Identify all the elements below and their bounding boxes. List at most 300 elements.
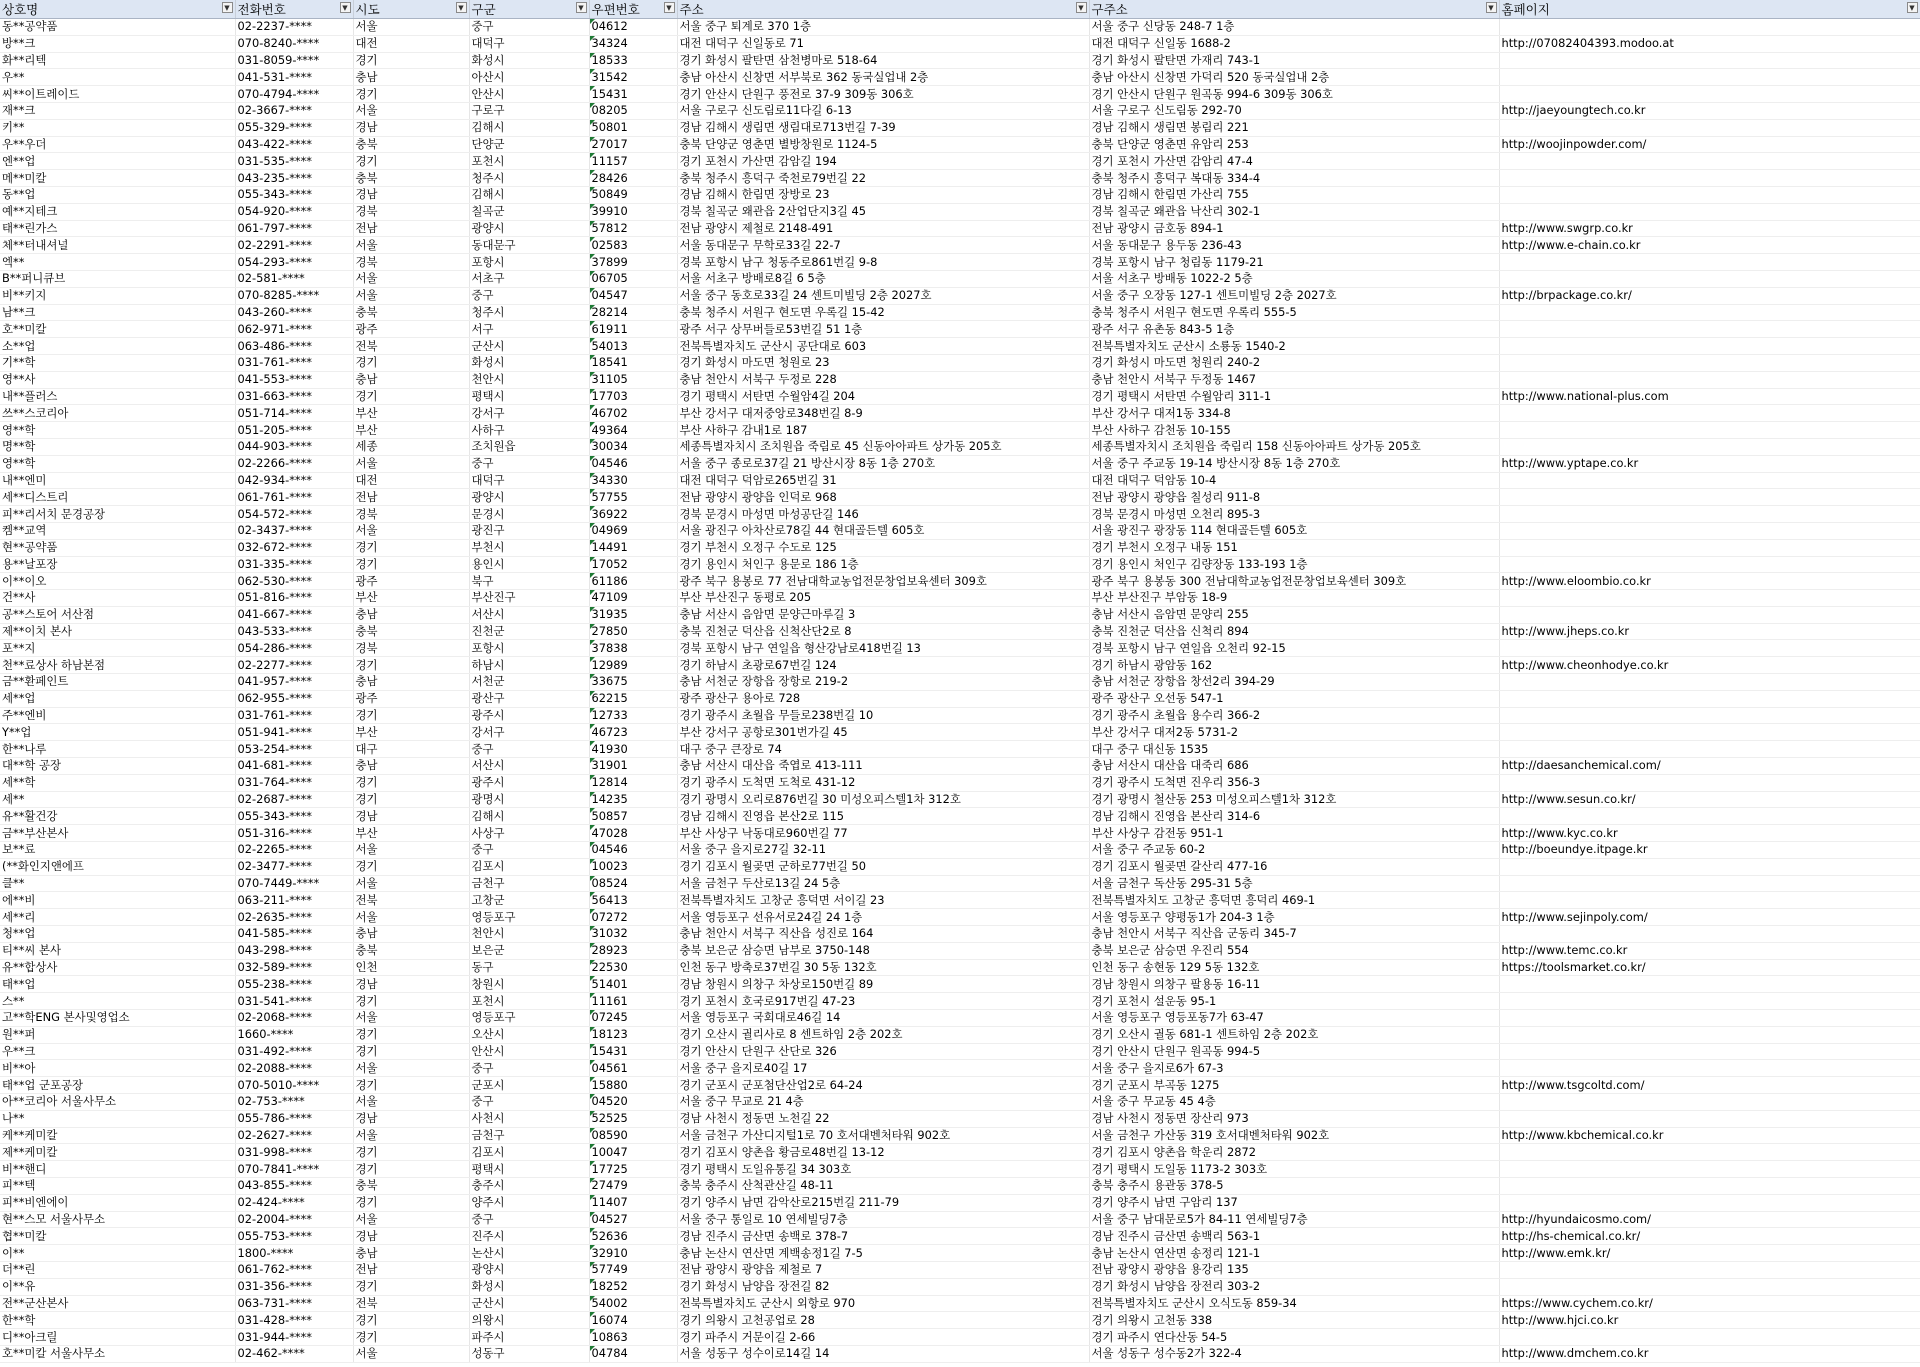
table-cell[interactable]: 광주 북구 용봉동 300 전남대학교농업전문창업보육센터 309호 (1089, 573, 1499, 590)
table-cell[interactable]: 경기 용인시 처인구 용문로 186 1층 (677, 556, 1089, 573)
table-cell[interactable]: 북구 (469, 573, 589, 590)
table-cell[interactable]: http://www.e-chain.co.kr (1499, 237, 1920, 254)
table-cell[interactable] (1499, 438, 1920, 455)
table-cell[interactable]: 논산시 (469, 1245, 589, 1262)
table-cell[interactable]: 경기 양주시 남면 감악산로215번길 211-79 (677, 1194, 1089, 1211)
table-cell[interactable]: 서울 (353, 455, 469, 472)
table-cell[interactable]: 02-424-**** (235, 1194, 353, 1211)
table-cell[interactable]: 경북 칠곡군 왜관읍 2산업단지3길 45 (677, 203, 1089, 220)
table-cell[interactable]: 충남 서천군 장항읍 장항로 219-2 (677, 674, 1089, 691)
table-cell[interactable]: 광양시 (469, 489, 589, 506)
table-cell[interactable]: 용**날포장 (0, 556, 235, 573)
table-cell[interactable]: 12814 (589, 774, 677, 791)
table-cell[interactable]: 평택시 (469, 388, 589, 405)
table-cell[interactable]: 금**부산본사 (0, 825, 235, 842)
table-cell[interactable] (1499, 590, 1920, 607)
table-cell[interactable] (1499, 1161, 1920, 1178)
table-cell[interactable]: 부산 강서구 공항로301번가길 45 (677, 724, 1089, 741)
table-cell[interactable] (1499, 976, 1920, 993)
table-cell[interactable]: 이** (0, 1245, 235, 1262)
table-cell[interactable]: 경북 포항시 남구 연일읍 형산강남로418번길 13 (677, 640, 1089, 657)
table-cell[interactable]: 10023 (589, 858, 677, 875)
table-cell[interactable]: 경기 (353, 774, 469, 791)
table-cell[interactable]: 031-428-**** (235, 1312, 353, 1329)
table-cell[interactable]: http://www.hjci.co.kr (1499, 1312, 1920, 1329)
table-cell[interactable]: 화성시 (469, 52, 589, 69)
table-cell[interactable]: 08590 (589, 1127, 677, 1144)
table-cell[interactable]: 의왕시 (469, 1312, 589, 1329)
table-cell[interactable]: 고창군 (469, 892, 589, 909)
table-cell[interactable]: 02-2237-**** (235, 19, 353, 36)
table-cell[interactable]: 전북특별자치도 군산시 소룡동 1540-2 (1089, 338, 1499, 355)
table-cell[interactable]: 경북 문경시 마성면 마성공단길 146 (677, 506, 1089, 523)
table-cell[interactable]: 051-816-**** (235, 590, 353, 607)
table-cell[interactable]: 우**우더 (0, 136, 235, 153)
column-header-0[interactable] (0, 0, 235, 19)
table-cell[interactable]: 경남 진주시 금산면 송백로 378-7 (677, 1228, 1089, 1245)
table-cell[interactable]: 경북 (353, 254, 469, 271)
table-cell[interactable]: 충남 (353, 926, 469, 943)
table-cell[interactable]: http://www.emk.kr/ (1499, 1245, 1920, 1262)
table-cell[interactable]: 서울 중구 을지로6가 67-3 (1089, 1060, 1499, 1077)
table-cell[interactable]: 서울 중구 동호로33길 24 센트미빌딩 2층 2027호 (677, 287, 1089, 304)
table-cell[interactable]: 34330 (589, 472, 677, 489)
table-cell[interactable]: 055-329-**** (235, 119, 353, 136)
table-cell[interactable]: 02-581-**** (235, 270, 353, 287)
table-cell[interactable]: 경기 (353, 1278, 469, 1295)
table-cell[interactable]: 아**코리아 서울사무소 (0, 1094, 235, 1111)
table-cell[interactable]: 제**이치 본사 (0, 623, 235, 640)
table-cell[interactable]: 28923 (589, 942, 677, 959)
table-cell[interactable]: 47109 (589, 590, 677, 607)
table-cell[interactable]: 피**비엔에이 (0, 1194, 235, 1211)
table-cell[interactable]: 영등포구 (469, 909, 589, 926)
table-cell[interactable]: 전남 광양시 광양읍 인덕로 968 (677, 489, 1089, 506)
table-cell[interactable]: 31032 (589, 926, 677, 943)
table-cell[interactable]: 동**업 (0, 186, 235, 203)
table-cell[interactable]: 중구 (469, 741, 589, 758)
table-cell[interactable]: 호**미칼 (0, 321, 235, 338)
table-cell[interactable]: 서울 중구 을지로27길 32-11 (677, 842, 1089, 859)
table-cell[interactable]: 경기 안산시 단원구 산단로 326 (677, 1043, 1089, 1060)
table-cell[interactable]: 문경시 (469, 506, 589, 523)
table-cell[interactable]: 경기 포천시 호국로917번길 47-23 (677, 993, 1089, 1010)
table-cell[interactable] (1499, 1261, 1920, 1278)
table-cell[interactable]: http://www.dmchem.co.kr (1499, 1345, 1920, 1362)
table-cell[interactable]: 043-298-**** (235, 942, 353, 959)
table-cell[interactable]: 화**리텍 (0, 52, 235, 69)
table-cell[interactable]: 경기 김포시 양촌읍 황금로48번길 13-12 (677, 1144, 1089, 1161)
table-cell[interactable]: 서울 금천구 가산디지털1로 70 호서대벤처타워 902호 (677, 1127, 1089, 1144)
column-header-1[interactable] (235, 0, 353, 19)
table-cell[interactable]: 한**나루 (0, 741, 235, 758)
table-cell[interactable]: 경남 (353, 186, 469, 203)
table-cell[interactable]: 부천시 (469, 539, 589, 556)
table-cell[interactable]: 충남 (353, 69, 469, 86)
table-cell[interactable]: 070-8240-**** (235, 35, 353, 52)
table-cell[interactable]: 031-998-**** (235, 1144, 353, 1161)
table-cell[interactable]: 서울 중구 남대문로5가 84-11 연세빌딩7층 (1089, 1211, 1499, 1228)
table-cell[interactable]: 경기 파주시 거문이길 2-66 (677, 1329, 1089, 1346)
table-cell[interactable]: 부산 사하구 감천동 10-155 (1089, 422, 1499, 439)
table-cell[interactable]: 화성시 (469, 1278, 589, 1295)
table-cell[interactable]: 충북 (353, 304, 469, 321)
table-cell[interactable]: 충남 천안시 서북구 직산읍 군동리 345-7 (1089, 926, 1499, 943)
table-cell[interactable]: 인천 동구 방축로37번길 30 5동 132호 (677, 959, 1089, 976)
table-cell[interactable]: 16074 (589, 1312, 677, 1329)
table-cell[interactable]: 안산시 (469, 86, 589, 103)
table-cell[interactable]: 조치원읍 (469, 438, 589, 455)
table-cell[interactable]: 충남 서산시 대산읍 죽엽로 413-111 (677, 758, 1089, 775)
table-cell[interactable]: 서울 (353, 875, 469, 892)
table-cell[interactable]: 김포시 (469, 858, 589, 875)
table-cell[interactable]: 고**학ENG 본사및영업소 (0, 1010, 235, 1027)
table-cell[interactable]: 서울 중구 퇴계로 370 1층 (677, 19, 1089, 36)
table-cell[interactable]: 경기 (353, 388, 469, 405)
table-cell[interactable] (1499, 1026, 1920, 1043)
table-cell[interactable]: 054-286-**** (235, 640, 353, 657)
table-cell[interactable] (1499, 892, 1920, 909)
table-cell[interactable]: http://www.swgrp.co.kr (1499, 220, 1920, 237)
table-cell[interactable]: 전남 광양시 광양읍 용강리 135 (1089, 1261, 1499, 1278)
table-cell[interactable]: 서울 중구 주교동 19-14 방산시장 8동 1층 270호 (1089, 455, 1499, 472)
table-cell[interactable]: http://www.jheps.co.kr (1499, 623, 1920, 640)
table-cell[interactable]: 충북 충주시 용관동 378-5 (1089, 1177, 1499, 1194)
table-cell[interactable]: 37838 (589, 640, 677, 657)
table-cell[interactable] (1499, 724, 1920, 741)
column-header-6[interactable] (1089, 0, 1499, 19)
table-cell[interactable]: 041-553-**** (235, 371, 353, 388)
table-cell[interactable]: 충북 단양군 영춘면 별방창원로 1124-5 (677, 136, 1089, 153)
table-cell[interactable]: 070-8285-**** (235, 287, 353, 304)
table-cell[interactable]: 중구 (469, 842, 589, 859)
table-cell[interactable]: 041-957-**** (235, 674, 353, 691)
table-cell[interactable]: 서울 (353, 909, 469, 926)
table-cell[interactable]: 경기 (353, 993, 469, 1010)
table-cell[interactable]: 경기 (353, 858, 469, 875)
table-cell[interactable]: 경기 (353, 1026, 469, 1043)
table-cell[interactable]: 진주시 (469, 1228, 589, 1245)
table-cell[interactable]: 서울 (353, 1345, 469, 1362)
table-cell[interactable]: 서울 (353, 1060, 469, 1077)
table-cell[interactable]: 054-293-**** (235, 254, 353, 271)
table-cell[interactable]: 서산시 (469, 758, 589, 775)
table-cell[interactable]: 광명시 (469, 791, 589, 808)
table-cell[interactable]: 제**케미칼 (0, 1144, 235, 1161)
table-cell[interactable]: 성동구 (469, 1345, 589, 1362)
table-cell[interactable]: 02-3437-**** (235, 522, 353, 539)
table-cell[interactable]: 부산진구 (469, 590, 589, 607)
table-cell[interactable]: 18252 (589, 1278, 677, 1295)
table-cell[interactable]: 서울 구로구 신도림로11다길 6-13 (677, 102, 1089, 119)
table-cell[interactable]: 경기 포천시 설운동 95-1 (1089, 993, 1499, 1010)
table-cell[interactable]: 043-235-**** (235, 170, 353, 187)
table-cell[interactable]: 서울 구로구 신도림동 292-70 (1089, 102, 1499, 119)
table-cell[interactable]: 광산구 (469, 690, 589, 707)
table-cell[interactable]: http://boeundye.itpage.kr (1499, 842, 1920, 859)
table-cell[interactable]: 051-205-**** (235, 422, 353, 439)
table-cell[interactable]: 충남 천안시 서북구 두정로 228 (677, 371, 1089, 388)
table-cell[interactable]: 043-260-**** (235, 304, 353, 321)
table-cell[interactable]: 경기 부천시 오정구 내동 151 (1089, 539, 1499, 556)
table-cell[interactable]: 충남 아산시 신창면 가덕리 520 동국실업내 2층 (1089, 69, 1499, 86)
table-cell[interactable]: 충남 (353, 674, 469, 691)
table-cell[interactable]: 광주 (353, 321, 469, 338)
table-cell[interactable]: 18541 (589, 354, 677, 371)
table-cell[interactable]: 15880 (589, 1077, 677, 1094)
table-cell[interactable]: 02-2687-**** (235, 791, 353, 808)
table-cell[interactable]: 태**린가스 (0, 220, 235, 237)
table-cell[interactable]: 서울 (353, 102, 469, 119)
table-cell[interactable]: 충남 논산시 연산면 송정리 121-1 (1089, 1245, 1499, 1262)
table-cell[interactable]: 단양군 (469, 136, 589, 153)
table-cell[interactable]: 055-786-**** (235, 1110, 353, 1127)
table-cell[interactable]: 070-5010-**** (235, 1077, 353, 1094)
table-cell[interactable]: 씨**이트레이드 (0, 86, 235, 103)
table-cell[interactable]: 46723 (589, 724, 677, 741)
table-cell[interactable]: 용인시 (469, 556, 589, 573)
table-cell[interactable]: 사천시 (469, 1110, 589, 1127)
table-cell[interactable]: 17703 (589, 388, 677, 405)
table-cell[interactable]: 중구 (469, 287, 589, 304)
table-cell[interactable]: 031-541-**** (235, 993, 353, 1010)
table-cell[interactable]: 서울 중구 종로로37길 21 방산시장 8동 1층 270호 (677, 455, 1089, 472)
column-header-3[interactable] (469, 0, 589, 19)
table-cell[interactable]: 전남 광양시 광양읍 제철로 7 (677, 1261, 1089, 1278)
table-cell[interactable]: 경기 김포시 양촌읍 학운리 2872 (1089, 1144, 1499, 1161)
table-cell[interactable]: 금**환페인트 (0, 674, 235, 691)
table-cell[interactable]: 현**스모 서울사무소 (0, 1211, 235, 1228)
table-cell[interactable]: 경기 (353, 1043, 469, 1060)
table-cell[interactable]: 61911 (589, 321, 677, 338)
table-cell[interactable]: 경기 김포시 월곶면 군하로77번길 50 (677, 858, 1089, 875)
table-cell[interactable]: 안산시 (469, 1043, 589, 1060)
table-cell[interactable]: 전북 (353, 338, 469, 355)
table-cell[interactable]: 경기 화성시 마도면 청원로 23 (677, 354, 1089, 371)
table-cell[interactable] (1499, 1177, 1920, 1194)
table-cell[interactable]: 경북 포항시 남구 청동주로861번길 9-8 (677, 254, 1089, 271)
table-cell[interactable]: 경기 평택시 서탄면 수월암리 311-1 (1089, 388, 1499, 405)
table-cell[interactable]: 경기 포천시 가산면 감암리 47-4 (1089, 153, 1499, 170)
table-cell[interactable]: 공**스토어 서산점 (0, 606, 235, 623)
table-cell[interactable]: 스** (0, 993, 235, 1010)
table-cell[interactable]: 27017 (589, 136, 677, 153)
table-cell[interactable]: 031-761-**** (235, 354, 353, 371)
dropdown-filter-icon[interactable]: ▼ (576, 2, 587, 13)
table-cell[interactable]: 50849 (589, 186, 677, 203)
dropdown-filter-icon[interactable]: ▼ (664, 2, 675, 13)
table-cell[interactable]: http://07082404393.modoo.at (1499, 35, 1920, 52)
table-cell[interactable]: 예**지테크 (0, 203, 235, 220)
table-cell[interactable]: 경남 (353, 808, 469, 825)
table-cell[interactable]: 053-254-**** (235, 741, 353, 758)
table-cell[interactable]: 군산시 (469, 1295, 589, 1312)
table-cell[interactable]: 경기 (353, 556, 469, 573)
table-cell[interactable]: (**화인지앤에프 (0, 858, 235, 875)
table-cell[interactable]: http://brpackage.co.kr/ (1499, 287, 1920, 304)
table-cell[interactable]: 광주 광산구 용아로 728 (677, 690, 1089, 707)
table-cell[interactable]: 충남 천안시 서북구 직산읍 성진로 164 (677, 926, 1089, 943)
table-cell[interactable]: 경기 화성시 마도면 청원리 240-2 (1089, 354, 1499, 371)
table-cell[interactable]: 서울 광진구 광장동 114 현대골든텔 605호 (1089, 522, 1499, 539)
table-cell[interactable] (1499, 993, 1920, 1010)
table-cell[interactable]: 중구 (469, 455, 589, 472)
table-cell[interactable]: 경남 창원시 의창구 차상로150번길 89 (677, 976, 1089, 993)
column-header-2[interactable] (353, 0, 469, 19)
table-cell[interactable]: 04561 (589, 1060, 677, 1077)
table-cell[interactable]: 전북 (353, 892, 469, 909)
table-cell[interactable] (1499, 472, 1920, 489)
table-cell[interactable]: 충남 (353, 1245, 469, 1262)
table-cell[interactable]: 02583 (589, 237, 677, 254)
table-cell[interactable]: 동대문구 (469, 237, 589, 254)
table-cell[interactable]: 08205 (589, 102, 677, 119)
table-cell[interactable] (1499, 304, 1920, 321)
table-cell[interactable]: 경기 화성시 남양읍 장전길 82 (677, 1278, 1089, 1295)
table-cell[interactable]: 명**학 (0, 438, 235, 455)
table-cell[interactable]: 경기 하남시 광암동 162 (1089, 657, 1499, 674)
table-cell[interactable]: 경기 (353, 657, 469, 674)
table-cell[interactable]: 동구 (469, 959, 589, 976)
table-cell[interactable]: 063-731-**** (235, 1295, 353, 1312)
table-cell[interactable]: 경기 화성시 팔탄면 삼천병마로 518-64 (677, 52, 1089, 69)
table-cell[interactable]: 02-462-**** (235, 1345, 353, 1362)
table-cell[interactable]: 원**퍼 (0, 1026, 235, 1043)
table-cell[interactable] (1499, 926, 1920, 943)
table-cell[interactable]: 57749 (589, 1261, 677, 1278)
table-cell[interactable]: 042-934-**** (235, 472, 353, 489)
table-cell[interactable]: 세**업 (0, 690, 235, 707)
table-cell[interactable]: 세** (0, 791, 235, 808)
table-cell[interactable]: 영**학 (0, 455, 235, 472)
table-cell[interactable]: 경남 (353, 1228, 469, 1245)
table-cell[interactable]: 서울 영등포구 선유서로24길 24 1층 (677, 909, 1089, 926)
table-cell[interactable]: 04784 (589, 1345, 677, 1362)
table-cell[interactable] (1499, 690, 1920, 707)
table-cell[interactable]: 유**합상사 (0, 959, 235, 976)
table-cell[interactable]: 경기 안산시 단원구 풍전로 37-9 309동 306호 (677, 86, 1089, 103)
table-cell[interactable]: 52525 (589, 1110, 677, 1127)
table-cell[interactable]: 031-663-**** (235, 388, 353, 405)
table-cell[interactable]: 칠곡군 (469, 203, 589, 220)
table-cell[interactable] (1499, 371, 1920, 388)
table-cell[interactable]: 광주시 (469, 774, 589, 791)
table-cell[interactable]: 더**린 (0, 1261, 235, 1278)
table-cell[interactable]: 경기 평택시 서탄면 수월암4길 204 (677, 388, 1089, 405)
table-cell[interactable]: 강서구 (469, 405, 589, 422)
table-cell[interactable]: http://www.national-plus.com (1499, 388, 1920, 405)
table-cell[interactable]: 한**학 (0, 1312, 235, 1329)
table-cell[interactable]: 032-589-**** (235, 959, 353, 976)
table-cell[interactable]: 대전 대덕구 덕암동 10-4 (1089, 472, 1499, 489)
table-cell[interactable]: 경남 사천시 정동면 장산리 973 (1089, 1110, 1499, 1127)
table-cell[interactable]: 부산 강서구 대저1동 334-8 (1089, 405, 1499, 422)
table-cell[interactable]: 50801 (589, 119, 677, 136)
table-cell[interactable]: 세종특별자치시 조치원읍 죽림로 45 신동아아파트 상가동 205호 (677, 438, 1089, 455)
table-cell[interactable]: 041-667-**** (235, 606, 353, 623)
table-cell[interactable]: 재**크 (0, 102, 235, 119)
table-cell[interactable]: 12989 (589, 657, 677, 674)
table-cell[interactable] (1499, 1043, 1920, 1060)
table-cell[interactable]: 전남 광양시 광양읍 칠성리 911-8 (1089, 489, 1499, 506)
table-cell[interactable]: 세**학 (0, 774, 235, 791)
table-cell[interactable]: 경기 (353, 1312, 469, 1329)
table-cell[interactable]: 서울 (353, 1010, 469, 1027)
table-cell[interactable]: 전남 (353, 489, 469, 506)
table-cell[interactable] (1499, 556, 1920, 573)
table-cell[interactable]: 중구 (469, 19, 589, 36)
table-cell[interactable]: 서울 금천구 가산동 319 호서대벤처타워 902호 (1089, 1127, 1499, 1144)
table-cell[interactable]: 경남 (353, 1110, 469, 1127)
table-cell[interactable]: 방**크 (0, 35, 235, 52)
table-cell[interactable]: 포**지 (0, 640, 235, 657)
table-cell[interactable]: 031-761-**** (235, 707, 353, 724)
table-cell[interactable]: 충남 (353, 758, 469, 775)
table-cell[interactable]: 부산 부산진구 부암동 18-9 (1089, 590, 1499, 607)
table-cell[interactable]: 1660-**** (235, 1026, 353, 1043)
table-cell[interactable]: 031-944-**** (235, 1329, 353, 1346)
table-cell[interactable] (1499, 52, 1920, 69)
table-cell[interactable]: 경남 김해시 한림면 장방로 23 (677, 186, 1089, 203)
table-cell[interactable]: 전북 (353, 1295, 469, 1312)
table-cell[interactable]: 경남 (353, 119, 469, 136)
table-cell[interactable]: 경북 (353, 640, 469, 657)
table-cell[interactable]: 경기 광주시 도척면 진우리 356-3 (1089, 774, 1499, 791)
table-cell[interactable]: 나** (0, 1110, 235, 1127)
table-cell[interactable] (1499, 153, 1920, 170)
table-cell[interactable]: 1800-**** (235, 1245, 353, 1262)
table-cell[interactable]: 천안시 (469, 371, 589, 388)
table-cell[interactable]: 청주시 (469, 304, 589, 321)
table-cell[interactable]: http://daesanchemical.com/ (1499, 758, 1920, 775)
table-cell[interactable]: 서울 영등포구 영등포동7가 63-47 (1089, 1010, 1499, 1027)
table-cell[interactable]: 경남 김해시 생림면 봉림리 221 (1089, 119, 1499, 136)
table-cell[interactable]: 041-681-**** (235, 758, 353, 775)
table-cell[interactable]: 내**플러스 (0, 388, 235, 405)
table-cell[interactable]: 세**리 (0, 909, 235, 926)
table-cell[interactable]: 서울 중구 통일로 10 연세빌딩7층 (677, 1211, 1089, 1228)
table-cell[interactable]: 50857 (589, 808, 677, 825)
table-cell[interactable]: 경기 (353, 52, 469, 69)
table-cell[interactable]: 27850 (589, 623, 677, 640)
table-cell[interactable]: 경기 (353, 1329, 469, 1346)
table-cell[interactable]: 경남 진주시 금산면 송백리 563-1 (1089, 1228, 1499, 1245)
table-cell[interactable]: 충남 서천군 장항읍 창선2리 394-29 (1089, 674, 1499, 691)
table-cell[interactable]: 경기 용인시 처인구 김량장동 133-193 1층 (1089, 556, 1499, 573)
table-cell[interactable]: 경기 광주시 도척면 도척로 431-12 (677, 774, 1089, 791)
table-cell[interactable]: 화성시 (469, 354, 589, 371)
table-cell[interactable]: 서울 (353, 287, 469, 304)
table-cell[interactable]: 32910 (589, 1245, 677, 1262)
table-cell[interactable]: 36922 (589, 506, 677, 523)
table-cell[interactable]: 전북특별자치도 고창군 흥덕면 흥덕리 469-1 (1089, 892, 1499, 909)
table-cell[interactable]: 경기 (353, 1161, 469, 1178)
table-cell[interactable] (1499, 1278, 1920, 1295)
table-cell[interactable]: 서울 (353, 842, 469, 859)
table-cell[interactable]: 포항시 (469, 640, 589, 657)
table-cell[interactable]: 주**엔비 (0, 707, 235, 724)
table-cell[interactable]: 광주 북구 용봉로 77 전남대학교농업전문창업보육센터 309호 (677, 573, 1089, 590)
table-cell[interactable]: 02-2635-**** (235, 909, 353, 926)
table-cell[interactable]: 경기 파주시 연다산동 54-5 (1089, 1329, 1499, 1346)
table-cell[interactable]: 피**리서치 문경공장 (0, 506, 235, 523)
table-cell[interactable] (1499, 86, 1920, 103)
table-cell[interactable]: 02-2277-**** (235, 657, 353, 674)
table-cell[interactable]: 부산 (353, 422, 469, 439)
table-cell[interactable]: 서울 성동구 성수동2가 322-4 (1089, 1345, 1499, 1362)
table-cell[interactable]: 중구 (469, 1211, 589, 1228)
table-cell[interactable]: 31935 (589, 606, 677, 623)
